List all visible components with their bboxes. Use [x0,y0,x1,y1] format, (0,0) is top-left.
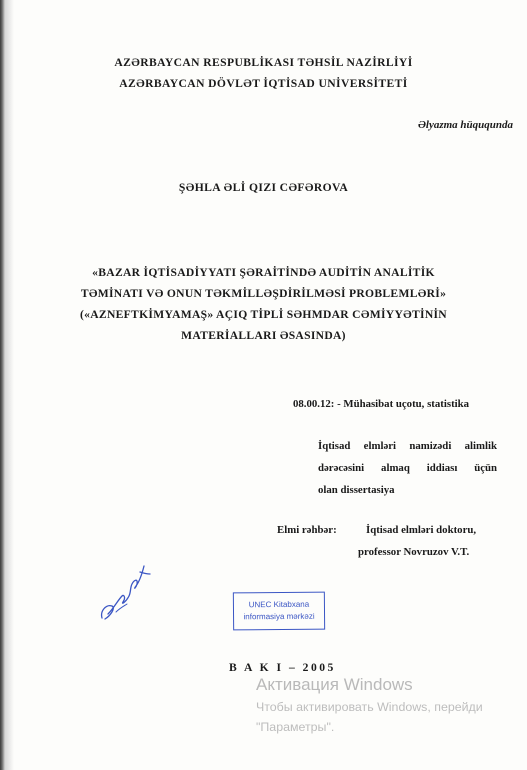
author-name: ŞƏHLA ƏLİ QIZI CƏFƏROVA [178,181,349,194]
manuscript-note: Əlyazma hüququnda [417,119,513,131]
degree-line: dərəcəsini almaq iddiası üçün [318,462,497,474]
handwritten-signature [96,556,156,628]
degree-line: İqtisad elmləri namizədi alimlik [318,440,497,452]
windows-activation-text: Чтобы активировать Windows, перейди [256,700,483,714]
specialty-code: 08.00.12: - Mühasibat uçotu, statistika [293,398,470,410]
adviser-degree: İqtisad elmləri doktoru, [366,524,477,536]
thesis-title-line: («AZNEFTKİMYAMAŞ» AÇIQ TİPLİ SƏHMDAR CƏMİYYƏTİNİN [80,308,447,321]
city-year: B A K I – 2005 [229,661,336,674]
windows-activation-title: Активация Windows [256,675,413,694]
ministry-heading: AZƏRBAYCAN RESPUBLİKASI TƏHSİL NAZİRLİYİ [114,56,413,69]
thesis-title-line: «BAZAR İQTİSADİYYATI ŞƏRAİTİNDƏ AUDİTİN ANALİTİK [92,266,435,279]
windows-activation-text: "Параметры". [256,720,335,734]
library-stamp [233,592,325,631]
degree-line: olan dissertasiya [318,484,395,496]
university-heading: AZƏRBAYCAN DÖVLƏT İQTİSAD UNİVERSİTETİ [119,77,408,90]
scan-edge-shadow [0,0,14,770]
stamp-line: informasiya mərkəzi [243,611,315,622]
adviser-name: professor Novruzov V.T. [358,546,470,558]
adviser-label: Elmi rəhbər: [277,524,337,536]
thesis-title-line: MATERİALLARI ƏSASINDA) [181,329,346,342]
stamp-line: UNEC Kitabxana [248,599,310,610]
thesis-title-line: TƏMİNATI VƏ ONUN TƏKMİLLƏŞDİRİLMƏSİ PROBLEMLƏRİ» [80,287,447,300]
